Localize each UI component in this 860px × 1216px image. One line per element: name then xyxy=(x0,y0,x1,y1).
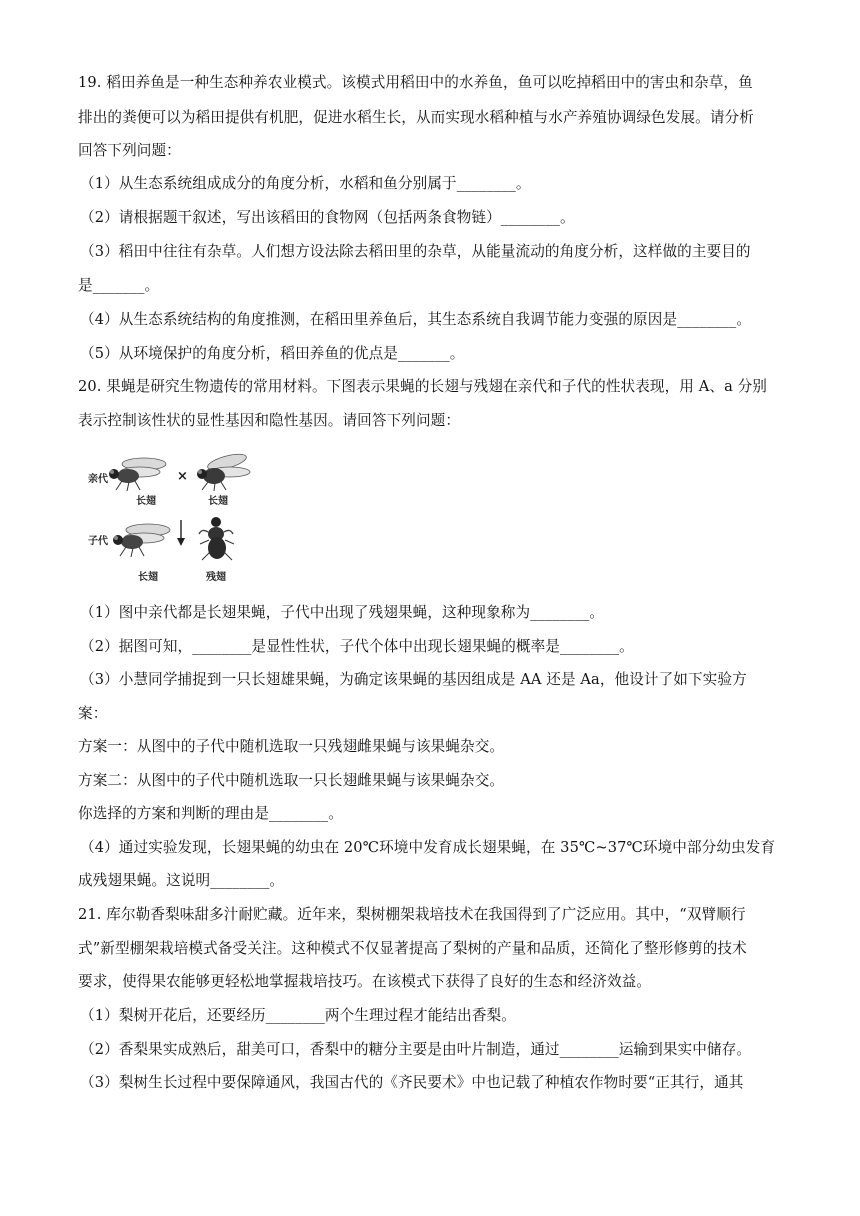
q20-plan-1: 方案一：从图中的子代中随机选取一只残翅雌果蝇与该果蝇杂交。 xyxy=(78,738,505,755)
q19-sub-1: （1）从生态系统组成成分的角度分析，水稻和鱼分别属于________。 xyxy=(80,175,531,192)
q19-sub-3-line-2: 是_______。 xyxy=(78,277,160,294)
q20-plan-2: 方案二：从图中的子代中随机选取一只长翅雌果蝇与该果蝇杂交。 xyxy=(78,772,505,789)
q20-sub-1: （1）图中亲代都是长翅果蝇，子代中出现了残翅果蝇，这种现象称为________。 xyxy=(80,604,605,621)
q19-sub-2: （2）请根据题干叙述，写出该稻田的食物网（包括两条食物链）________。 xyxy=(80,209,575,226)
q21-stem-line-3: 要求，使得果农能够更轻松地掌握栽培技巧。在该模式下获得了良好的生态和经济效益。 xyxy=(78,973,652,990)
q21-sub-2: （2）香梨果实成熟后，甜美可口，香梨中的糖分主要是由叶片制造，通过________运输到果实中储存。 xyxy=(80,1041,752,1058)
q20-sub-2: （2）据图可知，________是显性性状，子代个体中出现长翅果蝇的概率是________。 xyxy=(80,638,634,655)
q19-sub-3-line-1: （3）稻田中往往有杂草。人们想方设法除去稻田里的杂草，从能量流动的角度分析，这样做的主要目的 xyxy=(80,243,751,260)
offspring-generation-label: 子代 xyxy=(88,536,108,547)
q19-stem-line-2: 排出的粪便可以为稻田提供有机肥，促进水稻生长，从而实现水稻种植与水产养殖协调绿色发展。请分析 xyxy=(78,109,754,126)
q21-sub-1: （1）梨树开花后，还要经历________两个生理过程才能结出香梨。 xyxy=(80,1007,516,1024)
parent-generation-label: 亲代 xyxy=(88,474,108,485)
parent-2-phenotype: 长翅 xyxy=(208,496,228,507)
q19-stem-line-3: 回答下列问题： xyxy=(78,142,181,159)
long-wing-fly-icon xyxy=(197,451,250,491)
q19-sub-5: （5）从环境保护的角度分析，稻田养鱼的优点是_______。 xyxy=(80,345,465,362)
long-wing-fly-icon xyxy=(109,458,166,491)
q19-sub-4: （4）从生态系统结构的角度推测，在稻田里养鱼后，其生态系统自我调节能力变强的原因是________。 xyxy=(80,311,752,328)
offspring-1-phenotype: 长翅 xyxy=(138,572,158,583)
q20-choice-reason: 你选择的方案和判断的理由是________。 xyxy=(78,805,343,822)
q21-sub-3: （3）梨树生长过程中要保障通风，我国古代的《齐民要术》中也记载了种植农作物时要“正其行，通其 xyxy=(80,1074,744,1091)
q20-sub-4-line-2: 成残翅果蝇。这说明________。 xyxy=(78,872,285,889)
down-arrow-icon xyxy=(177,520,185,546)
vestigial-wing-fly-icon xyxy=(199,517,234,560)
parent-1-phenotype: 长翅 xyxy=(136,496,156,507)
q20-stem-line-1: 20. 果蝇是研究生物遗传的常用材料。下图表示果蝇的长翅与残翅在亲代和子代的性状表现，用 A、a 分别 xyxy=(78,378,768,395)
cross-symbol: × xyxy=(177,469,188,484)
q20-sub-3-line-2: 案： xyxy=(78,705,108,722)
q19-stem-line-1: 19. 稻田养鱼是一种生态种养农业模式。该模式用稻田中的水养鱼，鱼可以吃掉稻田中的害虫和杂草，鱼 xyxy=(78,74,753,91)
q20-sub-4-line-1: （4）通过实验发现，长翅果蝇的幼虫在 20℃环境中发育成长翅果蝇，在 35℃~37℃环境中部分幼虫发育 xyxy=(80,839,776,856)
q21-stem-line-1: 21. 库尔勒香梨味甜多汁耐贮藏。近年来，梨树棚架栽培技术在我国得到了广泛应用。其中，“双臂顺行 xyxy=(78,906,746,923)
long-wing-fly-icon xyxy=(113,524,170,557)
q21-stem-line-2: 式”新型棚架栽培模式备受关注。这种模式不仅显著提高了梨树的产量和品质，还简化了整形修剪的技术 xyxy=(78,940,747,957)
fruit-fly-cross-figure xyxy=(82,448,262,588)
offspring-2-phenotype: 残翅 xyxy=(206,572,226,583)
q20-stem-line-2: 表示控制该性状的显性基因和隐性基因。请回答下列问题： xyxy=(78,412,461,429)
q20-sub-3-line-1: （3）小慧同学捕捉到一只长翅雄果蝇，为确定该果蝇的基因组成是 AA 还是 Aa，他设计了如下实验方 xyxy=(80,671,747,688)
